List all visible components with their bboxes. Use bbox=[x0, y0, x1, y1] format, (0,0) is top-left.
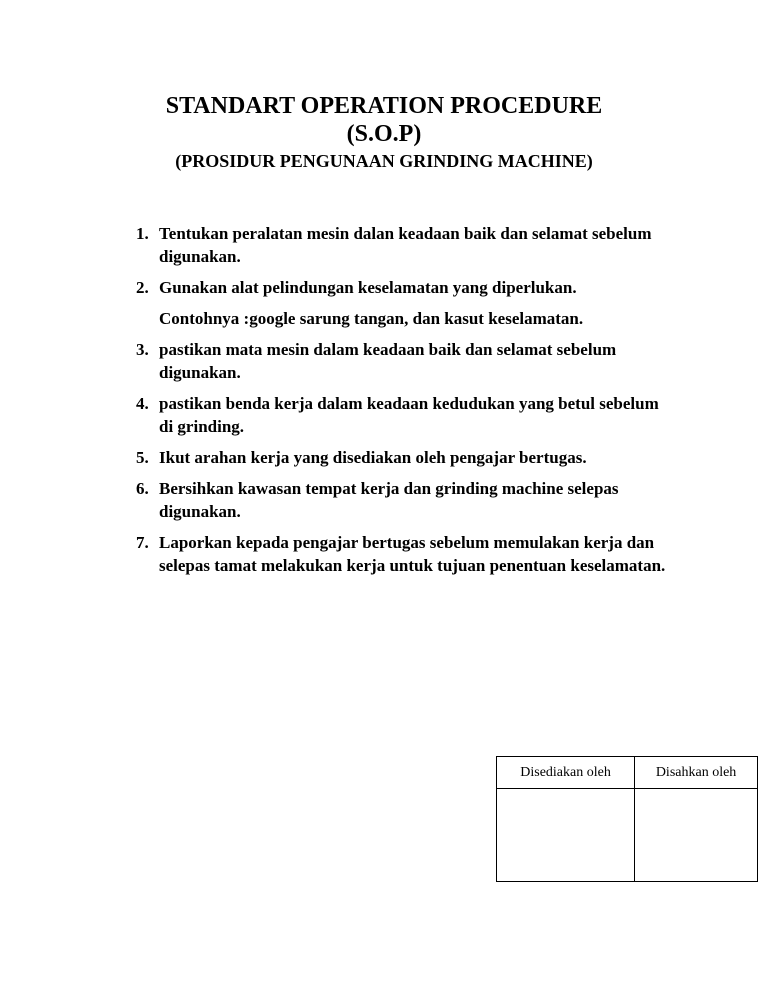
signature-table-sign-row bbox=[497, 789, 758, 882]
signature-table bbox=[496, 756, 758, 882]
step-number: 4. bbox=[136, 394, 149, 413]
step-number: 6. bbox=[136, 479, 149, 498]
step-text: pastikan benda kerja dalam keadaan kedudukan yang betul sebelum di grinding. bbox=[159, 394, 659, 436]
procedure-step-6 bbox=[136, 477, 676, 523]
signature-table-header-row bbox=[497, 757, 758, 789]
step-number: 7. bbox=[136, 533, 149, 552]
step-text: Laporkan kepada pengajar bertugas sebelum memulakan kerja dan selepas tamat melakukan kerja untuk tujuan penentuan keselamatan. bbox=[159, 533, 666, 575]
procedure-steps-list bbox=[136, 222, 676, 585]
step-text: Ikut arahan kerja yang disediakan oleh pengajar bertugas. bbox=[159, 448, 587, 467]
step-text: Bersihkan kawasan tempat kerja dan grinding machine selepas digunakan. bbox=[159, 479, 619, 521]
step-number: 1. bbox=[136, 224, 149, 243]
procedure-step-4 bbox=[136, 392, 676, 438]
procedure-step-7 bbox=[136, 531, 676, 577]
step-number: 3. bbox=[136, 340, 149, 359]
prepared-by-header: Disediakan oleh bbox=[497, 757, 635, 789]
procedure-step-2 bbox=[136, 276, 676, 330]
document-abbreviation: (S.O.P) bbox=[346, 121, 422, 147]
approved-by-signature-cell bbox=[635, 789, 758, 882]
step-text: Gunakan alat pelindungan keselamatan yang diperlukan. bbox=[159, 278, 577, 297]
procedure-step-5 bbox=[136, 446, 676, 469]
step-number: 2. bbox=[136, 278, 149, 297]
step-text: Tentukan peralatan mesin dalan keadaan baik dan selamat sebelum digunakan. bbox=[159, 224, 652, 266]
step-text: pastikan mata mesin dalam keadaan baik dan selamat sebelum digunakan. bbox=[159, 340, 617, 382]
procedure-step-3 bbox=[136, 338, 676, 384]
step-number: 5. bbox=[136, 448, 149, 467]
document-title: STANDART OPERATION PROCEDURE bbox=[165, 93, 603, 119]
procedure-step-1 bbox=[136, 222, 676, 268]
step-example-text: Contohnya :google sarung tangan, dan kasut keselamatan. bbox=[159, 309, 584, 328]
prepared-by-signature-cell bbox=[497, 789, 635, 882]
document-subtitle: (PROSIDUR PENGUNAAN GRINDING MACHINE) bbox=[175, 151, 593, 171]
approved-by-header: Disahkan oleh bbox=[635, 757, 758, 789]
